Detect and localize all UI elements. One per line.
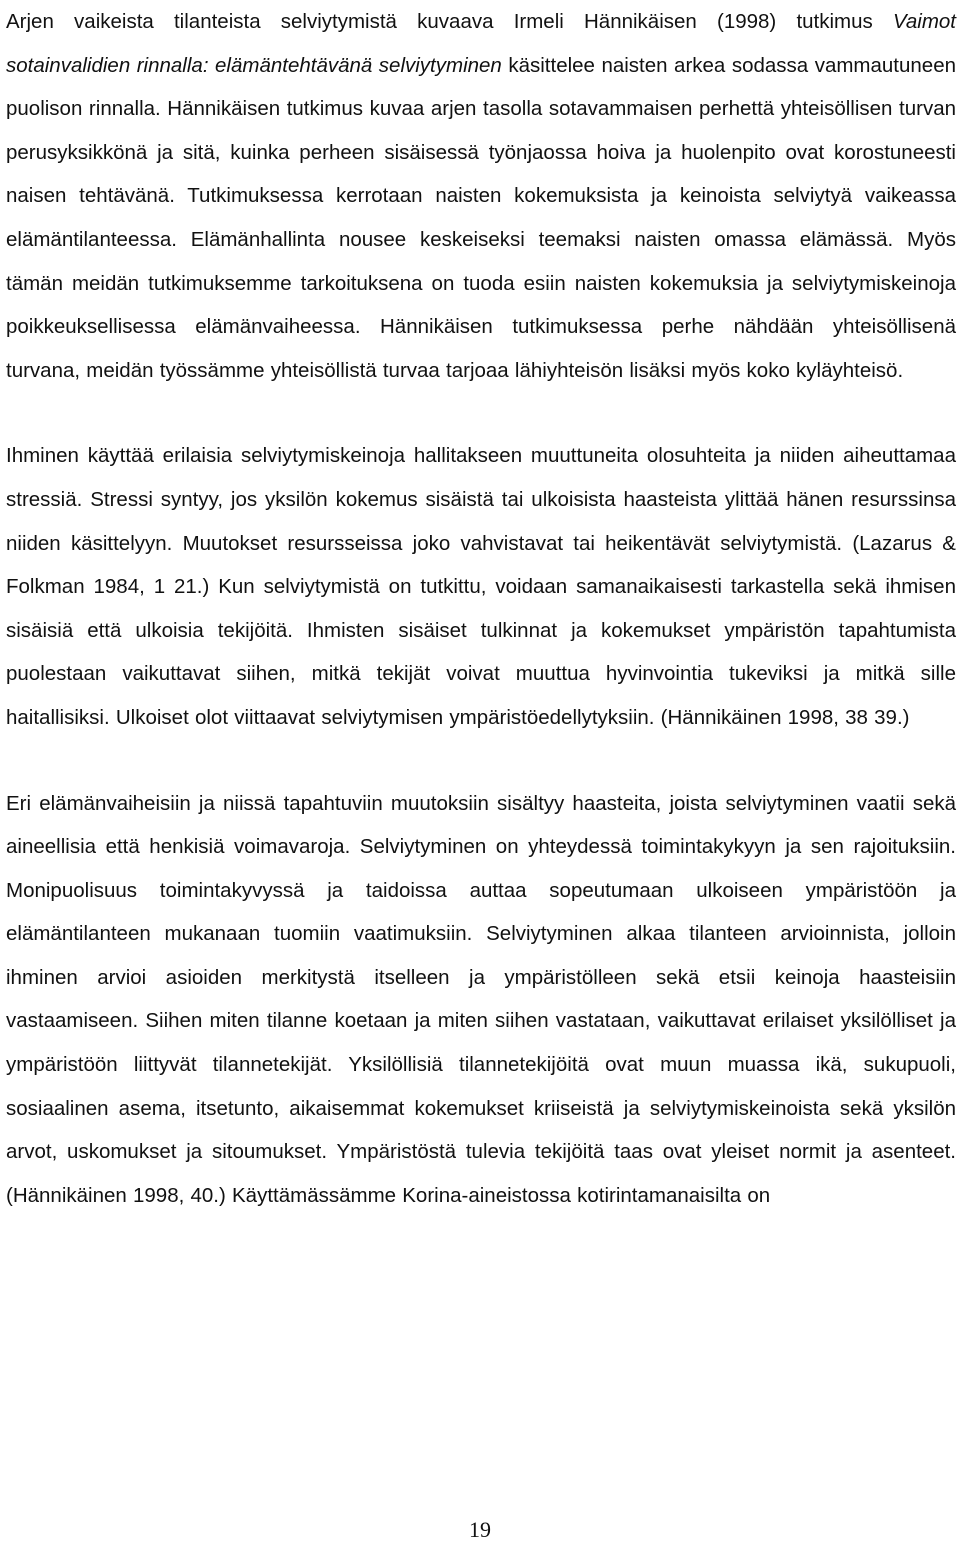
- paragraph-2-text: Ihminen käyttää erilaisia selviytymiskeinoja hallitakseen muuttuneita olosuhteita ja niiden aiheuttamaa stressiä. Stressi syntyy, jos yksilön kokemus sisäistä tai ulkoisista haasteista ylittää hänen resurssinsa niiden käsittelyyn. Muutokset resursseissa joko vahvistavat tai heikentävät selviytymistä. (Lazarus & Folkman 1984, 1 21.) Kun selviytymistä on tutkittu, voidaan samanaikaisesti tarkastella sekä ihmisen sisäisiä että ulkoisia tekijöitä. Ihmisten sisäiset tulkinnat ja kokemukset ympäristön tapahtumista puolestaan vaikuttavat siihen, mitkä tekijät voivat muuttua hyvinvointia tukeviksi ja mitkä sille haitallisiksi. Ulkoiset olot viittaavat selviytymisen ympäristöedellytyksiin. (Hännikäinen 1998, 38 39.): [6, 444, 956, 729]
- paragraph-1-italic-title: Vaimot sotainvalidien rinnalla: elämäntehtävänä selviytyminen: [6, 10, 956, 77]
- page-number: 19: [469, 1517, 491, 1542]
- paragraph-1: [6, 0, 956, 392]
- paragraph-1-text-1: Arjen vaikeista tilanteista selviytymistä kuvaava Irmeli Hännikäisen (1998) tutkimus: [6, 10, 893, 33]
- text-body: [6, 0, 956, 1217]
- paragraph-1-text-2: käsittelee naisten arkea sodassa vammautuneen puolison rinnalla. Hännikäisen tutkimus kuvaa arjen tasolla sotavammaisen perhettä yhteisöllisen turvan perusyksikkönä ja sitä, kuinka perheen sisäisessä työnjaossa hoiva ja huolenpito ovat korostuneesti naisen tehtävänä. Tutkimuksessa kerrotaan naisten kokemuksista ja keinoista selviytyä vaikeassa elämäntilanteessa. Elämänhallinta nousee keskeiseksi teemaksi naisten omassa elämässä. Myös tämän meidän tutkimuksemme tarkoituksena on tuoda esiin naisten kokemuksia ja selviytymiskeinoja poikkeuksellisessa elämänvaiheessa. Hännikäisen tutkimuksessa perhe nähdään yhteisöllisenä turvana, meidän työssämme yhteisöllistä turvaa tarjoaa lähiyhteisön lisäksi myös koko kyläyhteisö.: [6, 53, 956, 382]
- paragraph-3-text: Eri elämänvaiheisiin ja niissä tapahtuviin muutoksiin sisältyy haasteita, joista selviytyminen vaatii sekä aineellisia että henkisiä voimavaroja. Selviytyminen on yhteydessä toimintakykyyn ja sen rajoituksiin. Monipuolisuus toimintakyvyssä ja taidoissa auttaa sopeutumaan ulkoiseen ympäristöön ja elämäntilanteen mukanaan tuomiin vaatimuksiin. Selviytyminen alkaa tilanteen arvioinnista, jolloin ihminen arvioi asioiden merkitystä itselleen ja ympäristölleen sekä etsii keinoja haasteisiin vastaamiseen. Siihen miten tilanne koetaan ja miten siihen vastataan, vaikuttavat erilaiset yksilölliset ja ympäristöön liittyvät tilannetekijät. Yksilöllisiä tilannetekijöitä ovat muun muassa ikä, sukupuoli, sosiaalinen asema, itsetunto, aikaisemmat kokemukset kriiseistä ja selviytymiskeinoista sekä yksilön arvot, uskomukset ja sitoumukset. Ympäristöstä tulevia tekijöitä taas ovat yleiset normit ja asenteet. (Hännikäinen 1998, 40.) Käyttämässämme Korina-aineistossa kotirintamanaisilta on: [6, 791, 956, 1207]
- paragraph-2: [6, 434, 956, 739]
- paragraph-3: [6, 782, 956, 1218]
